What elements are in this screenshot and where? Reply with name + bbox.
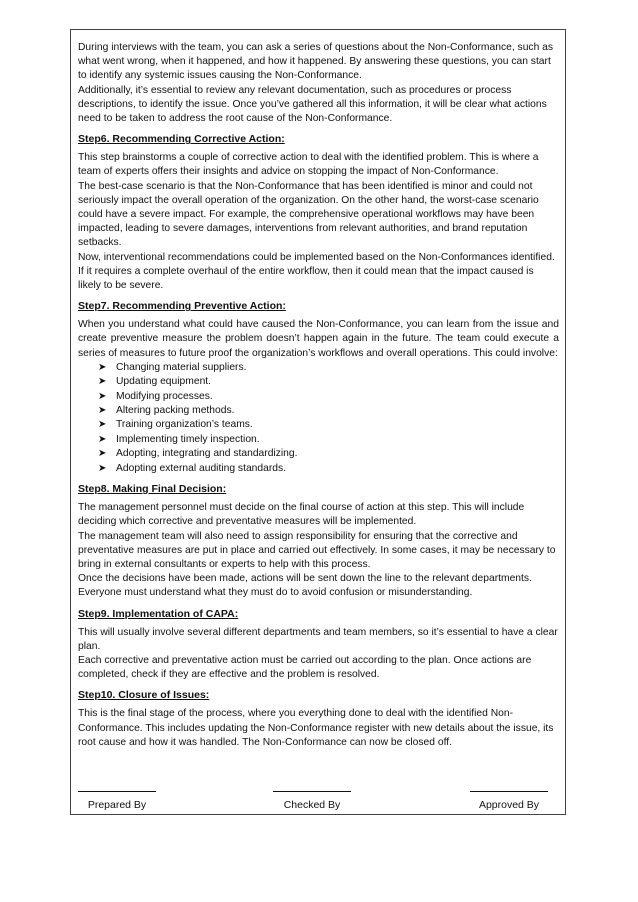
- step8-paragraph-2: The management team will also need to assign responsibility for ensuring that the corrective and preventative measures are put in place and carried out effectively. In some cases, it may be necessary to bring in external consultants or experts to help with this process.: [78, 530, 556, 570]
- step9-paragraph-2: Each corrective and preventative action must be carried out according to the plan. Once actions are completed, check if they are effective and the problem is resolved.: [78, 654, 532, 681]
- document-page: [70, 29, 566, 815]
- signature-line: [78, 791, 156, 792]
- list-item: ➤ Implementing timely inspection.: [98, 433, 559, 447]
- step6-heading: Step6. Recommending Corrective Action:: [78, 133, 285, 146]
- step6-paragraph-2: The best-case scenario is that the Non-Conformance that has been identified is minor and could not seriously impact the overall operation of the organization. On the other hand, the worst-case scenario could have a severe impact. For example, the comprehensive operational workflows may have been impacted, leading to severe damages, interventions from relevant authorities, and brand reputation setbacks.: [78, 180, 539, 249]
- arrow-bullet-icon: ➤: [98, 433, 107, 445]
- list-item: ➤ Adopting, integrating and standardizing.: [98, 447, 559, 461]
- step6-paragraph-3: Now, interventional recommendations could be implemented based on the Non-Conformances identified. If it requires a complete overhaul of the entire workflow, then it could mean that the impact caused is likely to be severe.: [78, 251, 555, 292]
- signature-approved: [469, 791, 549, 814]
- signature-line: [273, 791, 351, 792]
- step7-heading: Step7. Recommending Preventive Action:: [78, 300, 286, 313]
- signature-label: Approved By: [478, 799, 540, 811]
- intro-paragraph-2: Additionally, it’s essential to review any relevant documentation, such as procedures or process descriptions, to identify the issue. Once you’ve gathered all this information, it will be clear what actions need to be taken to address the root cause of the Non-Conformance.: [78, 84, 547, 125]
- arrow-bullet-icon: ➤: [98, 448, 107, 460]
- signature-prepared: [77, 791, 157, 814]
- signature-label: Prepared By: [87, 799, 147, 811]
- step7-list: [78, 361, 559, 476]
- list-item: ➤ Modifying processes.: [98, 390, 559, 404]
- arrow-bullet-icon: ➤: [98, 405, 107, 417]
- step9-section: [78, 626, 559, 683]
- intro-paragraph-1: During interviews with the team, you can ask a series of questions about the Non-Conformance, such as what went wrong, when it happened, and how it happened. By answering these questions, you can start to identify any systemic issues causing the Non-Conformance.: [78, 42, 554, 82]
- arrow-bullet-icon: ➤: [98, 390, 107, 402]
- signature-row: [71, 774, 565, 814]
- step8-paragraph-3: Once the decisions have been made, actions will be sent down the line to the relevant departments. Everyone must understand what they must do to avoid confusion or misunderstanding.: [78, 573, 532, 599]
- step7-paragraph: When you understand what could have caused the Non-Conformance, you can learn from the issue and create preventive measure the problem doesn’t happen again in the future. The team could execute a series of measures to future proof the organization’s workflows and overall operations. This could involve:: [78, 319, 559, 359]
- step6-section: [78, 151, 559, 293]
- step10-section: [78, 707, 559, 750]
- signature-label: Checked By: [283, 799, 341, 811]
- arrow-bullet-icon: ➤: [98, 376, 107, 388]
- signature-line: [470, 791, 548, 792]
- list-item: ➤ Altering packing methods.: [98, 404, 559, 418]
- list-item: ➤ Changing material suppliers.: [98, 361, 559, 375]
- list-item: ➤ Training organization’s teams.: [98, 418, 559, 432]
- step10-heading: Step10. Closure of Issues:: [78, 689, 210, 702]
- list-item: ➤ Adopting external auditing standards.: [98, 462, 559, 476]
- arrow-bullet-icon: ➤: [98, 361, 107, 373]
- arrow-bullet-icon: ➤: [98, 462, 107, 474]
- step9-heading: Step9. Implementation of CAPA:: [78, 607, 239, 620]
- arrow-bullet-icon: ➤: [98, 419, 107, 431]
- step6-paragraph-1: This step brainstorms a couple of corrective action to deal with the identified problem. This is where a team of experts offers their insights and advice on stopping the impact of Non-Conformance.: [78, 152, 539, 178]
- step8-section: [78, 501, 559, 600]
- step8-paragraph-1: The management personnel must decide on the final course of action at this step. This will include deciding which corrective and preventative measures will be implemented.: [78, 502, 525, 528]
- step9-paragraph-1: This will usually involve several different departments and team members, so it’s essential to have a clear plan.: [78, 626, 558, 652]
- step10-paragraph: This is the final stage of the process, where you everything done to deal with the identified Non-Conformance. This includes updating the Non-Conformance register with new details about the issue, its root cause and how it was handled. The Non-Conformance can now be closed off.: [78, 708, 554, 748]
- step8-heading: Step8. Making Final Decision:: [78, 483, 227, 496]
- intro-section: [78, 41, 559, 126]
- list-item: ➤ Updating equipment.: [98, 375, 559, 389]
- signature-checked: [272, 791, 352, 814]
